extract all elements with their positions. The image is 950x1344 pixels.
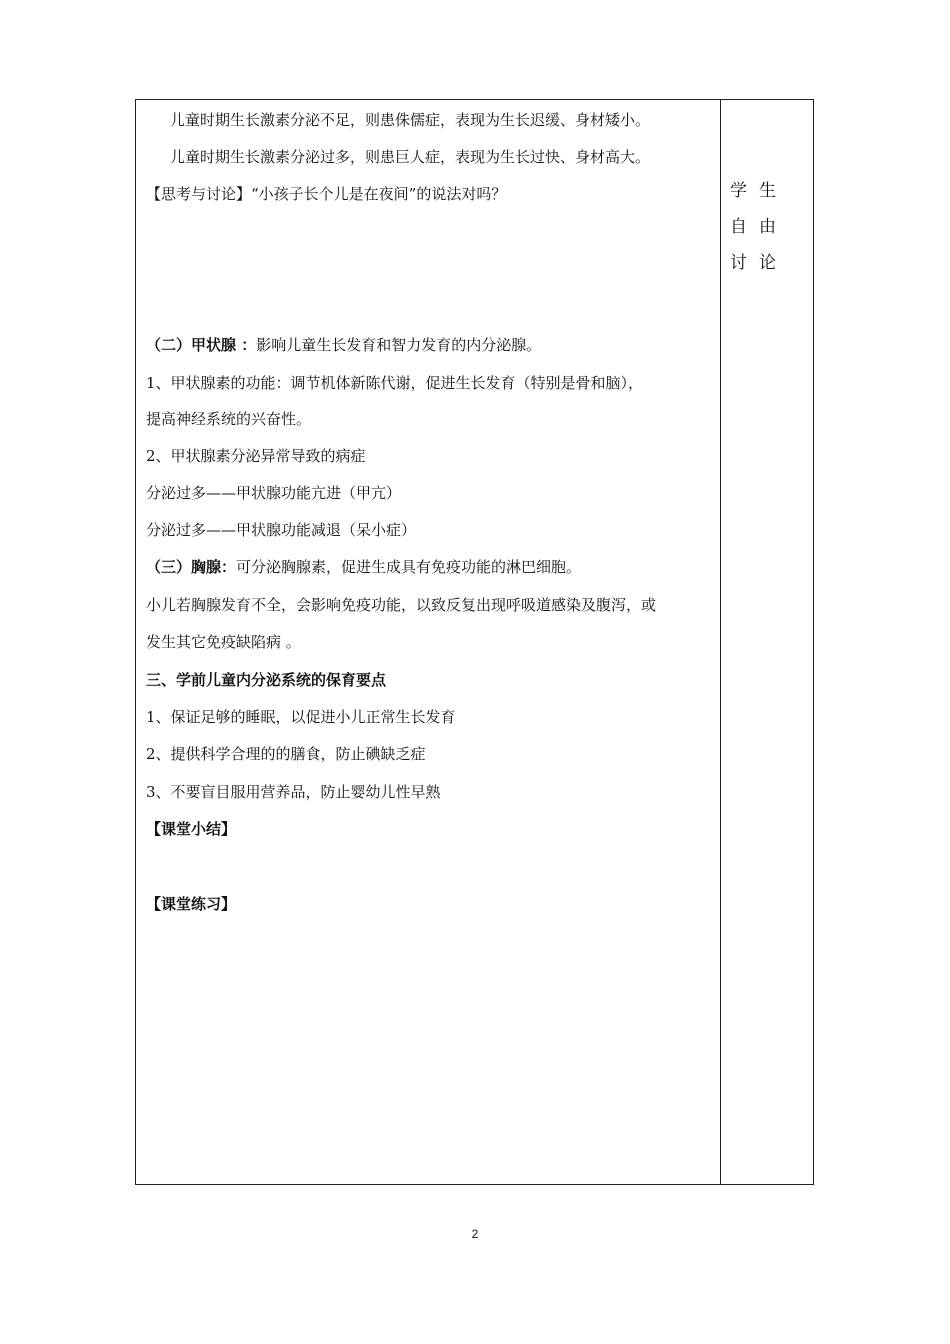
care-point-3: 3、不要盲目服用营养品，防止婴幼儿性早熟: [146, 783, 441, 801]
thyroid-function-line-2: 提高神经系统的兴奋性。: [146, 410, 312, 428]
page-number: 2: [471, 1227, 479, 1241]
thymus-heading: （三）胸腺：: [146, 558, 237, 576]
hypothyroid-line: 分泌过多——甲状腺功能减退（呆小症）: [146, 521, 417, 539]
text-line-growth-deficiency: 儿童时期生长激素分泌不足，则患侏儒症，表现为生长迟缓、身材矮小。: [170, 111, 651, 129]
thyroid-disorder-heading: 2、甲状腺素分泌异常导致的病症: [146, 447, 366, 465]
column-divider: [720, 100, 721, 1184]
thymus-heading-line: [146, 557, 581, 577]
side-note-discussion: 学生自由讨论: [730, 181, 788, 273]
care-point-1: 1、保证足够的睡眠，以促进小儿正常生长发育: [146, 708, 456, 726]
class-summary-heading: 【课堂小结】: [146, 820, 237, 838]
thymus-detail-line: 小儿若胸腺发育不全，会影响免疫功能，以致反复出现呼吸道感染及腹泻，或: [146, 596, 657, 614]
care-points-heading: 三、学前儿童内分泌系统的保育要点: [146, 671, 387, 689]
lesson-plan-table: [135, 99, 814, 1185]
discussion-question: 【思考与讨论】“小孩子长个儿是在夜间”的说法对吗？: [146, 185, 507, 203]
thyroid-description: 影响儿童生长发育和智力发育的内分泌腺。: [256, 336, 542, 354]
care-point-2: 2、提供科学合理的的膳食，防止碘缺乏症: [146, 745, 426, 763]
text-line-growth-excess: 儿童时期生长激素分泌过多，则患巨人症，表现为生长过快、身材高大。: [170, 148, 651, 166]
thymus-description: 可分泌胸腺素，促进生成具有免疫功能的淋巴细胞。: [236, 558, 582, 576]
thyroid-heading: （二）甲状腺 ：: [146, 336, 257, 354]
hyperthyroid-line: 分泌过多——甲状腺功能亢进（甲亢）: [146, 484, 402, 502]
class-exercise-heading: 【课堂练习】: [146, 895, 237, 913]
thymus-detail-line-2: 发生其它免疫缺陷病 。: [146, 633, 301, 651]
thyroid-function-line: 1、甲状腺素的功能：调节机体新陈代谢，促进生长发育（特别是骨和脑），: [146, 374, 644, 392]
thyroid-heading-line: [146, 335, 541, 355]
